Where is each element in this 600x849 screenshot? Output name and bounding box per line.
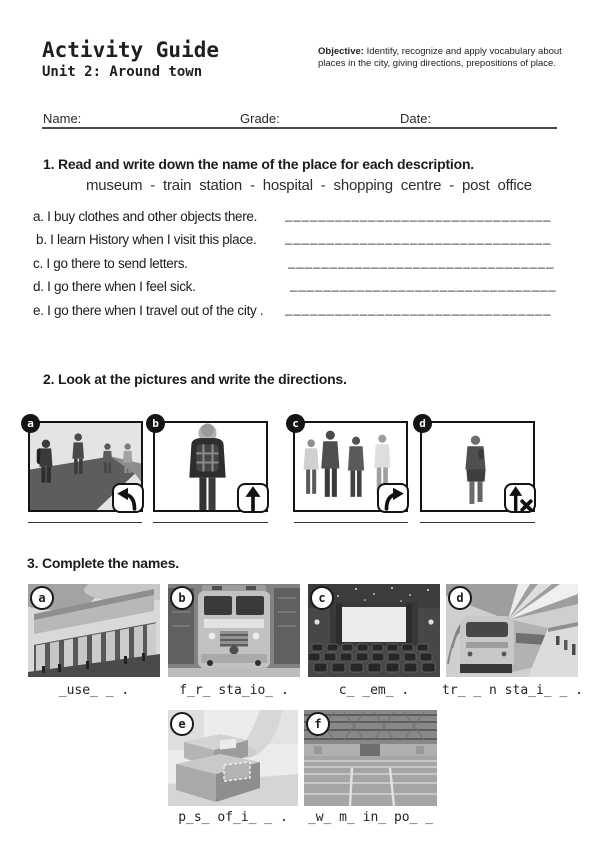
card-letter-badge: b — [146, 414, 165, 433]
answer-blank: ________________________________ — [285, 300, 552, 316]
go-straight-arrow-icon — [237, 483, 269, 513]
place-figure-e — [168, 710, 298, 806]
grade-label: Grade: — [240, 111, 280, 126]
card-letter-badge: a — [21, 414, 40, 433]
direction-card-a — [27, 417, 143, 512]
name-hint: _w_ m_ in_ po_ _ — [307, 810, 434, 825]
place-figure-f — [304, 710, 437, 806]
description-row — [33, 228, 559, 251]
section1-heading: 1. Read and write down the name of the place for each description. — [43, 156, 474, 172]
name-hint: _use_ _ . — [58, 683, 130, 698]
objective-body: Identify, recognize and apply vocabulary about places in the city, giving directions, prepositions of place. — [318, 46, 562, 69]
page-subtitle: Unit 2: Around town — [42, 64, 203, 80]
header-underline — [42, 127, 557, 129]
description-text: d. I go there when I feel sick. — [33, 279, 196, 295]
direction-card-c — [292, 417, 408, 512]
card-letter-badge: c — [286, 414, 305, 433]
date-label: Date: — [400, 111, 432, 126]
description-text: b. I learn History when I visit this place. — [36, 232, 257, 248]
figure-letter-badge: b — [170, 586, 194, 610]
answer-line — [420, 522, 535, 523]
figure-letter-badge: a — [30, 586, 54, 610]
answer-line — [294, 522, 408, 523]
name-hint: p_s_ of_i_ _ . — [178, 810, 288, 825]
section3-heading: 3. Complete the names. — [27, 555, 179, 571]
place-figure-a — [28, 584, 160, 677]
section1-word-bank: museum - train station - hospital - shopping centre - post office — [86, 177, 532, 194]
answer-line — [28, 522, 142, 523]
answer-blank: ________________________________ — [288, 253, 555, 269]
description-text: a. I buy clothes and other objects there. — [33, 209, 258, 224]
figure-letter-badge: d — [448, 586, 472, 610]
answer-blank: ________________________________ — [285, 207, 552, 222]
description-row — [33, 205, 559, 228]
figure-letter-badge: f — [306, 712, 330, 736]
turn-left-arrow-icon — [112, 483, 144, 513]
direction-card-d — [419, 417, 535, 512]
name-hint: c_ _em_ . — [338, 683, 410, 698]
section1-items — [33, 205, 559, 322]
card-letter-badge: d — [413, 414, 432, 433]
answer-blank: ________________________________ — [285, 230, 552, 246]
objective — [318, 46, 568, 69]
description-text: c. I go there to send letters. — [33, 255, 188, 271]
description-text: e. I go there when I travel out of the city . — [33, 302, 264, 318]
description-row — [33, 275, 559, 298]
figure-letter-badge: c — [310, 586, 334, 610]
place-figure-d — [446, 584, 578, 677]
name-label: Name: — [43, 111, 82, 126]
name-hint: f_r_ sta_io_ . — [179, 683, 289, 698]
section2-heading: 2. Look at the pictures and write the directions. — [43, 371, 347, 387]
objective-label: Objective: — [318, 46, 364, 57]
place-figure-c — [308, 584, 440, 677]
turn-right-arrow-icon — [377, 483, 409, 513]
description-row — [33, 299, 559, 322]
answer-blank: ________________________________ — [290, 277, 557, 293]
direction-card-b — [152, 417, 268, 512]
figure-letter-badge: e — [170, 712, 194, 736]
description-row — [33, 252, 559, 275]
no-straight-arrow-icon — [504, 483, 536, 513]
name-hint: tr_ _ n sta_i_ _ . — [442, 683, 583, 698]
page-title: Activity Guide — [42, 38, 220, 62]
answer-line — [153, 522, 268, 523]
place-figure-b — [168, 584, 300, 677]
